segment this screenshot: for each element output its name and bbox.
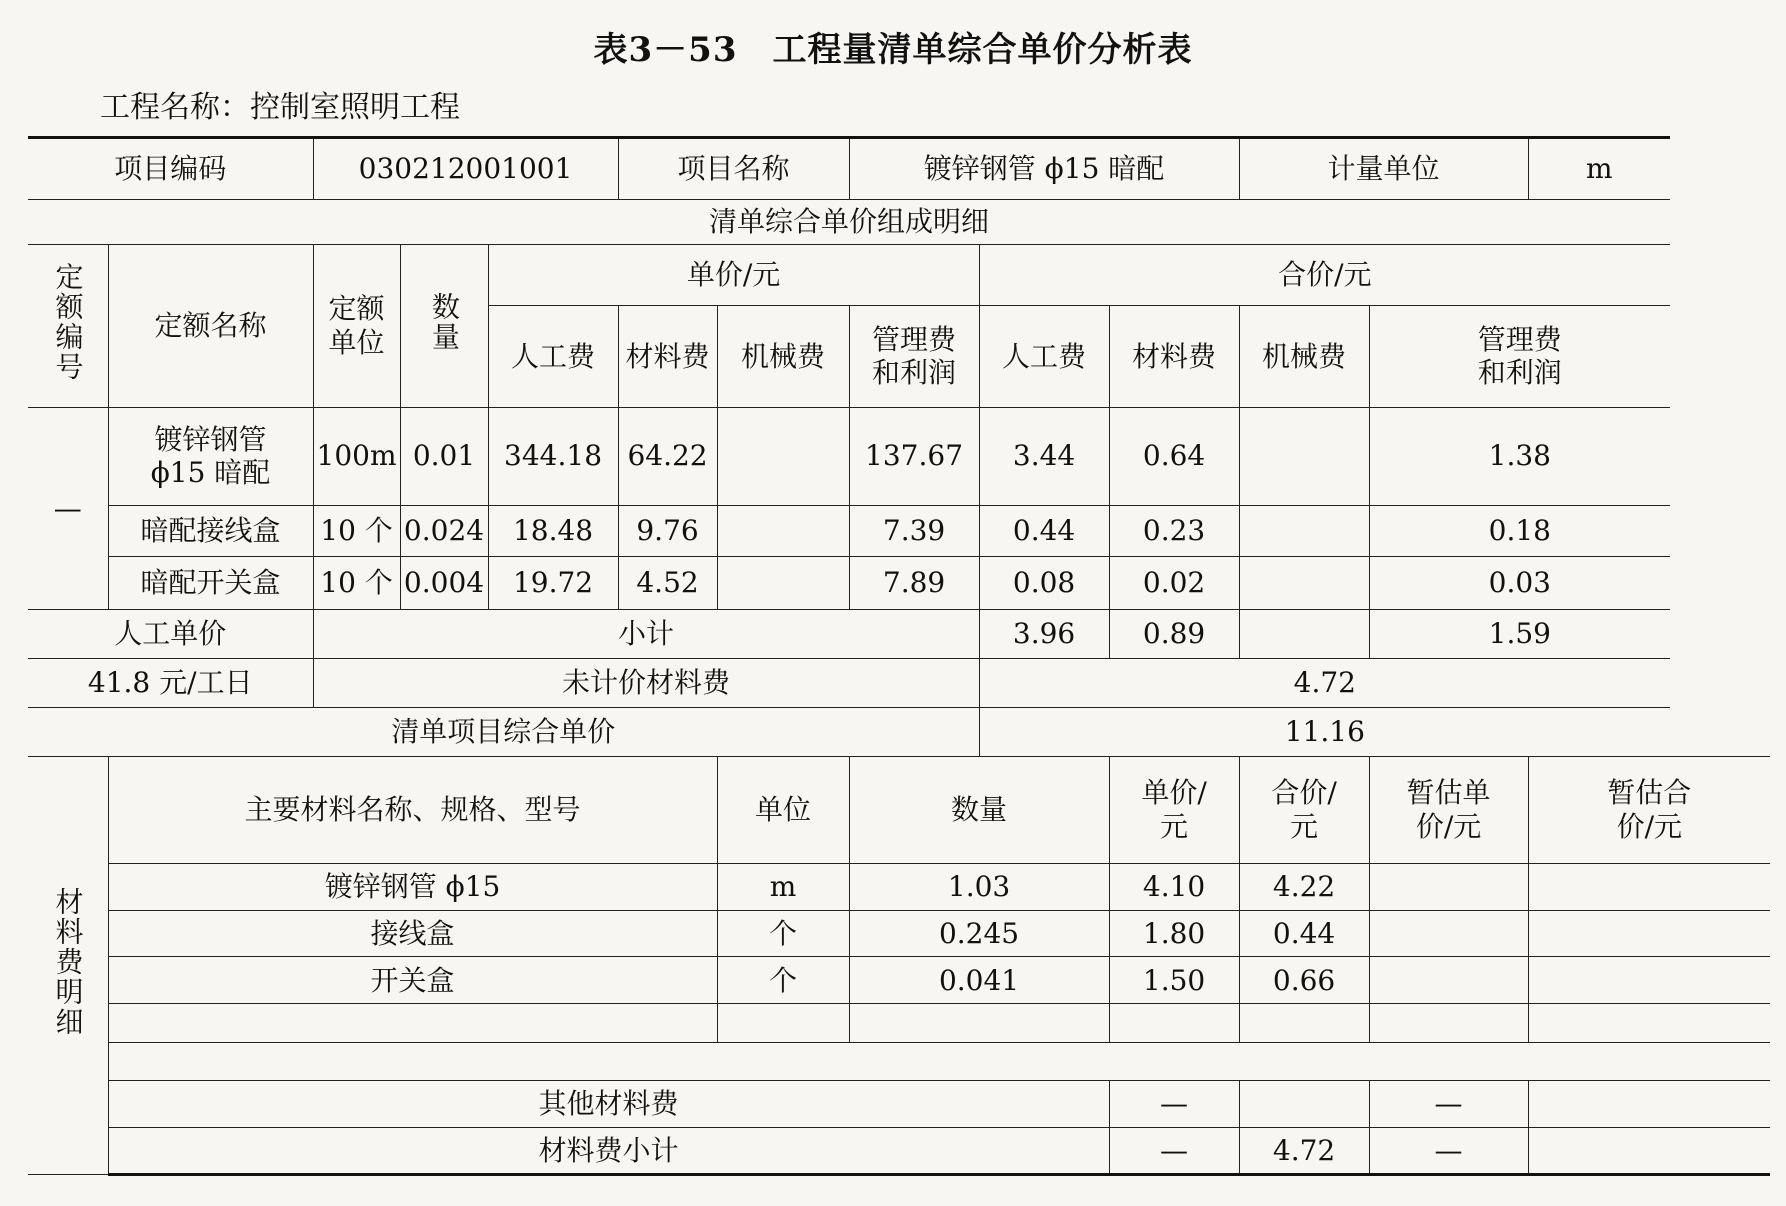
unit-material: 64.22 — [618, 407, 717, 505]
total-mgmt: 0.03 — [1369, 556, 1670, 609]
unit-value: m — [1528, 138, 1670, 200]
other-material-label: 其他材料费 — [108, 1081, 1109, 1128]
unit-mgmt: 7.39 — [849, 505, 979, 556]
table-row — [28, 556, 1770, 609]
material-unit: m — [717, 863, 849, 910]
total-mgmt-header: 管理费和利润 — [1369, 306, 1670, 407]
unit-machine — [717, 505, 849, 556]
material-total-header: 合价/元 — [1239, 757, 1369, 864]
total-price-header: 合价/元 — [979, 244, 1670, 306]
subtotal-row — [28, 610, 1770, 659]
unit-labor: 18.48 — [488, 505, 618, 556]
unit-labor: 19.72 — [488, 556, 618, 609]
material-est-price — [1369, 957, 1528, 1004]
project-name: 工程名称：控制室照明工程 — [100, 90, 460, 125]
unit-price-analysis-table — [28, 136, 1770, 1176]
labor-unit-price-label: 人工单价 — [28, 610, 313, 659]
quota-code: — — [28, 407, 108, 609]
unit-machine — [717, 556, 849, 609]
list-item — [28, 957, 1770, 1004]
material-qty — [849, 1004, 1109, 1042]
material-qty-header: 数量 — [849, 757, 1109, 864]
material-qty: 0.245 — [849, 910, 1109, 957]
subtotal-labor: 3.96 — [979, 610, 1109, 659]
quota-unit: 10 个 — [313, 505, 400, 556]
material-unit-header: 单位 — [717, 757, 849, 864]
material-subtotal-est-price: — — [1369, 1127, 1528, 1174]
material-price: 1.50 — [1109, 957, 1239, 1004]
list-item — [28, 910, 1770, 957]
quota-qty: 0.004 — [400, 556, 488, 609]
quantity-header: 数量 — [400, 244, 488, 407]
item-header-row — [28, 138, 1770, 200]
page-title: 表3－53 工程量清单综合单价分析表 — [593, 30, 1193, 70]
blank-row — [108, 1042, 1670, 1080]
material-total: 0.66 — [1239, 957, 1369, 1004]
quota-qty: 0.024 — [400, 505, 488, 556]
total-labor-header: 人工费 — [979, 306, 1109, 407]
material-name: 开关盒 — [108, 957, 717, 1004]
item-code: 030212001001 — [313, 138, 618, 200]
material-price — [1109, 1004, 1239, 1042]
material-total: 4.22 — [1239, 863, 1369, 910]
total-labor: 0.08 — [979, 556, 1109, 609]
other-material-est-total — [1528, 1081, 1770, 1128]
total-material-header: 材料费 — [1109, 306, 1239, 407]
unit-price-header: 单价/元 — [488, 244, 979, 306]
machine-header: 机械费 — [717, 306, 849, 407]
quota-unit-header: 定额单位 — [313, 244, 400, 407]
unit-material: 4.52 — [618, 556, 717, 609]
list-item — [28, 863, 1770, 910]
quota-name-header: 定额名称 — [108, 244, 313, 407]
subtotal-label: 小计 — [313, 610, 979, 659]
subtotal-mgmt: 1.59 — [1369, 610, 1670, 659]
material-qty: 1.03 — [849, 863, 1109, 910]
total-labor: 3.44 — [979, 407, 1109, 505]
item-total-value: 11.16 — [979, 708, 1670, 757]
material-est-total — [1528, 957, 1770, 1004]
material-price: 1.80 — [1109, 910, 1239, 957]
material-subtotal-row — [28, 1127, 1770, 1174]
item-name: 镀锌钢管 ϕ15 暗配 — [849, 138, 1239, 200]
quota-unit: 10 个 — [313, 556, 400, 609]
other-material-est-price: — — [1369, 1081, 1528, 1128]
total-machine — [1239, 505, 1369, 556]
total-labor: 0.44 — [979, 505, 1109, 556]
total-mgmt: 1.38 — [1369, 407, 1670, 505]
quota-name: 暗配开关盒 — [108, 556, 313, 609]
material-price-header: 单价/元 — [1109, 757, 1239, 864]
subtotal-material: 0.89 — [1109, 610, 1239, 659]
table-row — [28, 407, 1770, 505]
material-est-total — [1528, 863, 1770, 910]
quota-code-header: 定额编号 — [28, 244, 108, 407]
material-est-total-header: 暂估合价/元 — [1528, 757, 1770, 864]
labor-unit-price: 41.8 元/工日 — [28, 659, 313, 708]
quota-name: 暗配接线盒 — [108, 505, 313, 556]
unit-label: 计量单位 — [1239, 138, 1528, 200]
unpriced-material-label: 未计价材料费 — [313, 659, 979, 708]
list-item — [28, 1004, 1770, 1042]
material-est-price-header: 暂估单价/元 — [1369, 757, 1528, 864]
material-total: 0.44 — [1239, 910, 1369, 957]
material-unit — [717, 1004, 849, 1042]
quota-qty: 0.01 — [400, 407, 488, 505]
other-material-row — [28, 1081, 1770, 1128]
item-total-label: 清单项目综合单价 — [28, 708, 979, 757]
material-name-header: 主要材料名称、规格、型号 — [108, 757, 717, 864]
material-header: 材料费 — [618, 306, 717, 407]
total-material: 0.64 — [1109, 407, 1239, 505]
total-machine — [1239, 556, 1369, 609]
total-machine-header: 机械费 — [1239, 306, 1369, 407]
material-unit: 个 — [717, 957, 849, 1004]
item-name-label: 项目名称 — [618, 138, 849, 200]
material-est-price — [1369, 910, 1528, 957]
unit-mgmt: 7.89 — [849, 556, 979, 609]
quota-unit: 100m — [313, 407, 400, 505]
item-code-label: 项目编码 — [28, 138, 313, 200]
other-material-price: — — [1109, 1081, 1239, 1128]
material-qty: 0.041 — [849, 957, 1109, 1004]
subtotal-machine — [1239, 610, 1369, 659]
material-unit: 个 — [717, 910, 849, 957]
mgmt-header: 管理费和利润 — [849, 306, 979, 407]
material-detail-label: 材料费明细 — [28, 757, 108, 1175]
material-subtotal-price: — — [1109, 1127, 1239, 1174]
unit-material: 9.76 — [618, 505, 717, 556]
material-est-price — [1369, 1004, 1528, 1042]
total-mgmt: 0.18 — [1369, 505, 1670, 556]
material-price: 4.10 — [1109, 863, 1239, 910]
other-material-total — [1239, 1081, 1369, 1128]
quota-name: 镀锌钢管 ϕ15 暗配 — [108, 407, 313, 505]
total-machine — [1239, 407, 1369, 505]
material-subtotal-est-total — [1528, 1127, 1770, 1174]
material-name — [108, 1004, 717, 1042]
material-name: 接线盒 — [108, 910, 717, 957]
total-material: 0.23 — [1109, 505, 1239, 556]
material-est-price — [1369, 863, 1528, 910]
composition-title: 清单综合单价组成明细 — [28, 199, 1670, 244]
unit-mgmt: 137.67 — [849, 407, 979, 505]
material-name: 镀锌钢管 ϕ15 — [108, 863, 717, 910]
material-subtotal-total: 4.72 — [1239, 1127, 1369, 1174]
material-total — [1239, 1004, 1369, 1042]
material-subtotal-label: 材料费小计 — [108, 1127, 1109, 1174]
unit-labor: 344.18 — [488, 407, 618, 505]
unit-machine — [717, 407, 849, 505]
material-est-total — [1528, 1004, 1770, 1042]
unpriced-material-value: 4.72 — [979, 659, 1670, 708]
labor-header: 人工费 — [488, 306, 618, 407]
table-row — [28, 505, 1770, 556]
material-est-total — [1528, 910, 1770, 957]
total-material: 0.02 — [1109, 556, 1239, 609]
